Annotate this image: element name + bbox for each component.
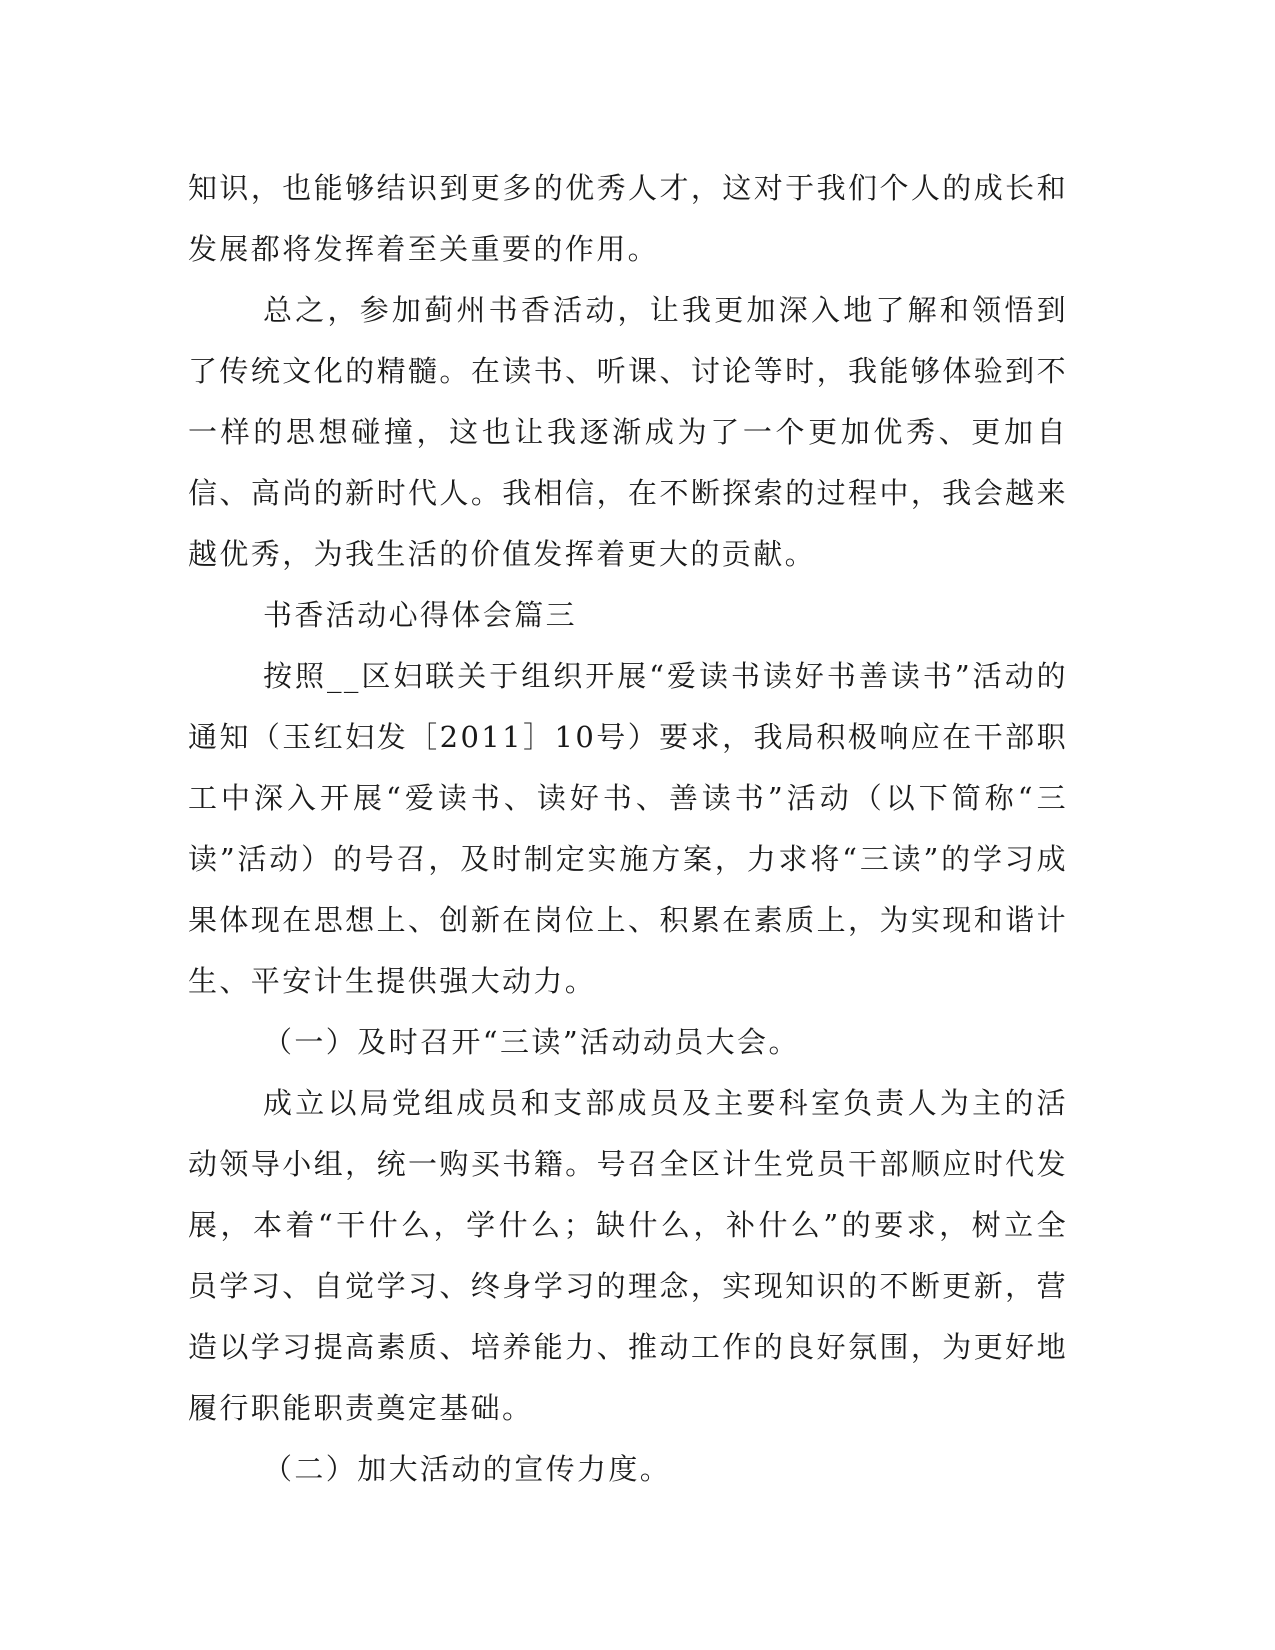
document-body: [188, 158, 1068, 1500]
subheading-one: （一）及时召开“三读”活动动员大会。: [263, 1025, 800, 1059]
paragraph-body: 成立以局党组成员和支部成员及主要科室负责人为主的活动领导小组，统一购买书籍。号召全区计生党员干部顺应时代发展，本着“干什么，学什么；缺什么，补什么”的要求，树立全员学习、自觉学习、终身学习的理念，实现知识的不断更新，营造以学习提高素质、培养能力、推动工作的良好氛围，为更好地履行职能职责奠定基础。: [188, 1086, 1068, 1425]
paragraph-conclusion: 总之，参加蓟州书香活动，让我更加深入地了解和领悟到了传统文化的精髓。在读书、听课、讨论等时，我能够体验到不一样的思想碰撞，这也让我逐渐成为了一个更加优秀、更加自信、高尚的新时代人。我相信，在不断探索的过程中，我会越来越优秀，为我生活的价值发挥着更大的贡献。: [188, 293, 1068, 571]
subheading-two: （二）加大活动的宣传力度。: [263, 1452, 672, 1486]
section-heading: 书香活动心得体会篇三: [263, 598, 578, 632]
paragraph-continuation: 知识，也能够结识到更多的优秀人才，这对于我们个人的成长和发展都将发挥着至关重要的作用。: [188, 171, 1068, 266]
paragraph-intro: 按照__区妇联关于组织开展“爱读书读好书善读书”活动的通知（玉红妇发［2011］10号）要求，我局积极响应在干部职工中深入开展“爱读书、读好书、善读书”活动（以下简称“三读”活动）的号召，及时制定实施方案，力求将“三读”的学习成果体现在思想上、创新在岗位上、积累在素质上，为实现和谐计生、平安计生提供强大动力。: [188, 659, 1068, 998]
